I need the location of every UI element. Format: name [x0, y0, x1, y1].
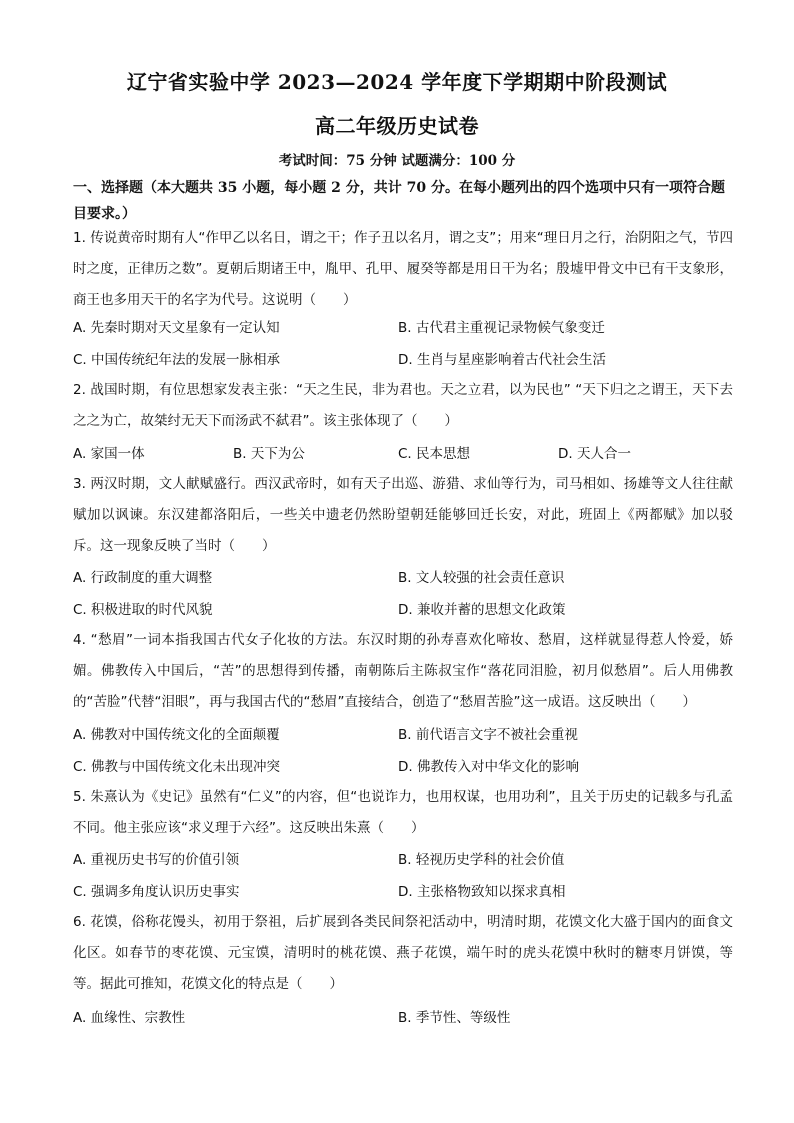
question-6-stem: 6. 花馍，俗称花馒头，初用于祭祖，后扩展到各类民间祭祀活动中，明清时期，花馍文化大盛于国内的面食文化区。如春节的枣花馍、元宝馍，清明时的桃花馍、燕子花馍，端午时的虎头花馍中秋时的糖枣月饼馍，等等。据此可推知，花馍文化的特点是（ ） — [73, 914, 733, 992]
question-1-option-c: C. 中国传统纪年法的发展一脉相承 — [73, 352, 281, 368]
question-4-stem: 4. “愁眉”一词本指我国古代女子化妆的方法。东汉时期的孙寿喜欢化啼妆、愁眉，这样就显得惹人怜爱，娇媚。佛教传入中国后，“苦”的思想得到传播，南朝陈后主陈叔宝作“落花同泪脸，初月似愁眉”。后人用佛教的“苦脸”代替“泪眼”，再与我国古代的“愁眉”直接结合，创造了“愁眉苦脸”这一成语。这反映出（ ） — [73, 632, 733, 710]
question-1-option-d: D. 生肖与星座影响着古代社会生活 — [398, 352, 606, 368]
question-5-option-d: D. 主张格物致知以探求真相 — [398, 884, 566, 900]
question-2-option-d: D. 天人合一 — [558, 446, 631, 462]
question-2-option-a: A. 家国一体 — [73, 446, 145, 462]
question-2-option-c: C. 民本思想 — [398, 446, 471, 462]
question-5-options-row2 — [73, 880, 733, 906]
exam-subtitle: 高二年级历史试卷 — [315, 114, 479, 138]
question-3-options-row2 — [73, 598, 733, 624]
question-1-stem: 1. 传说黄帝时期有人“作甲乙以名日，谓之干；作子丑以名月，谓之支”；用来“理日月之行，治阴阳之气，节四时之度，正律历之数”。夏朝后期诸王中，胤甲、孔甲、履癸等都是用日干为名；殷墟甲骨文中已有干支象形，商王也多用天干的名字为代号。这说明（ ） — [73, 230, 733, 308]
question-4-options-row1 — [73, 723, 733, 749]
question-5-option-b: B. 轻视历史学科的社会价值 — [398, 852, 565, 868]
question-4-option-c: C. 佛教与中国传统文化未出现冲突 — [73, 759, 281, 775]
question-3-stem: 3. 两汉时期，文人献赋盛行。西汉武帝时，如有天子出巡、游猎、求仙等行为，司马相如、扬雄等文人往往献赋加以讽谏。东汉建都洛阳后，一些关中遗老仍然盼望朝廷能够回迁长安，对此，班固上《两都赋》加以驳斥。这一现象反映了当时（ ） — [73, 476, 733, 554]
question-2-options — [73, 442, 733, 468]
question-6-option-a: A. 血缘性、宗教性 — [73, 1010, 186, 1026]
question-3-option-d: D. 兼收并蓄的思想文化政策 — [398, 602, 566, 618]
question-3-option-c: C. 积极进取的时代风貌 — [73, 602, 213, 618]
question-4-option-a: A. 佛教对中国传统文化的全面颠覆 — [73, 727, 280, 743]
exam-info: 考试时间：75 分钟 试题满分：100 分 — [278, 153, 516, 169]
question-3-option-b: B. 文人较强的社会责任意识 — [398, 570, 565, 586]
question-4-options-row2 — [73, 755, 733, 781]
question-1-options-row2 — [73, 348, 733, 374]
question-5-option-a: A. 重视历史书写的价值引领 — [73, 852, 240, 868]
question-4-option-b: B. 前代语言文字不被社会重视 — [398, 727, 578, 743]
question-1-option-a: A. 先秦时期对天文星象有一定认知 — [73, 320, 280, 336]
question-4-option-d: D. 佛教传入对中华文化的影响 — [398, 759, 579, 775]
question-2-stem: 2. 战国时期，有位思想家发表主张：“天之生民，非为君也。天之立君，以为民也” “天下归之之谓王，天下去之之为亡，故桀纣无天下而汤武不弑君”。该主张体现了（ ） — [73, 382, 733, 429]
question-1-option-b: B. 古代君主重视记录物候气象变迁 — [398, 320, 605, 336]
question-5-options-row1 — [73, 848, 733, 874]
question-6-options-row1 — [73, 1006, 733, 1032]
question-5-stem: 5. 朱熹认为《史记》虽然有“仁义”的内容，但“也说诈力，也用权谋，也用功利”，且关于历史的记载多与孔孟不同。他主张应该“求义理于六经”。这反映出朱熹（ ） — [73, 789, 733, 836]
question-5-option-c: C. 强调多角度认识历史事实 — [73, 884, 240, 900]
question-3-option-a: A. 行政制度的重大调整 — [73, 570, 213, 586]
question-1-options-row1 — [73, 316, 733, 342]
exam-title: 辽宁省实验中学 2023—2024 学年度下学期期中阶段测试 — [126, 70, 668, 94]
question-3-options-row1 — [73, 566, 733, 592]
question-6-option-b: B. 季节性、等级性 — [398, 1010, 511, 1026]
question-2-option-b: B. 天下为公 — [233, 446, 305, 462]
section-heading: 一、选择题（本大题共 35 小题，每小题 2 分，共计 70 分。在每小题列出的四个选项中只有一项符合题目要求。） — [73, 180, 725, 222]
